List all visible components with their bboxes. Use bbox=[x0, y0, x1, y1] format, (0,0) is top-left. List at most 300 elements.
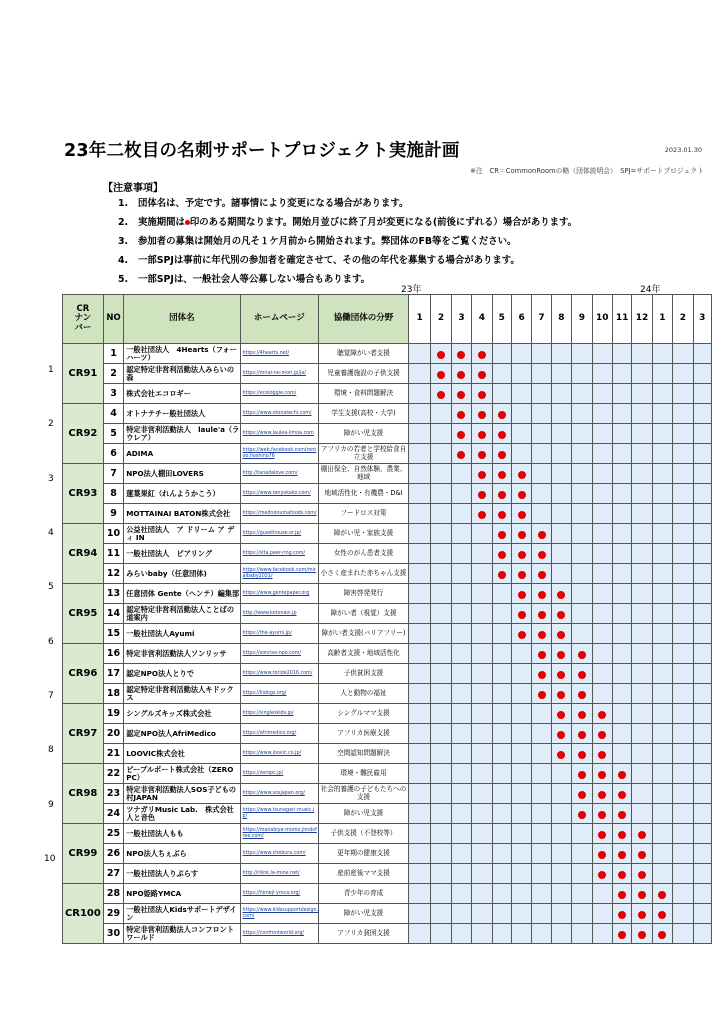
month-cell bbox=[492, 764, 511, 784]
schedule-dot-icon bbox=[498, 571, 506, 579]
month-cell bbox=[431, 544, 451, 564]
month-cell bbox=[451, 664, 471, 684]
org-name: 任意団体 Gente（ヘンテ）編集部 bbox=[124, 584, 240, 604]
homepage-link[interactable]: https://www.gentepaper.org bbox=[240, 584, 319, 604]
month-cell bbox=[592, 364, 612, 384]
month-cell bbox=[673, 804, 693, 824]
month-cell bbox=[673, 624, 693, 644]
org-name: ADIMA bbox=[124, 444, 240, 464]
group-index: 9 bbox=[48, 799, 54, 810]
homepage-link[interactable]: https://www.kidssupportdesign.com/ bbox=[240, 904, 319, 924]
month-cell bbox=[673, 464, 693, 484]
month-cell bbox=[472, 844, 492, 864]
month-cell bbox=[652, 784, 672, 804]
month-cell bbox=[693, 344, 711, 364]
schedule-dot-icon bbox=[518, 511, 526, 519]
month-cell bbox=[408, 764, 430, 784]
schedule-dot-icon bbox=[437, 371, 445, 379]
notice-heading: 【注意事項】 bbox=[103, 183, 163, 194]
header-month: 2 bbox=[673, 295, 693, 344]
homepage-link[interactable]: https://www.chebura.com/ bbox=[240, 844, 319, 864]
month-cell bbox=[632, 404, 652, 424]
month-cell bbox=[693, 384, 711, 404]
group-index: 8 bbox=[48, 745, 54, 756]
month-cell bbox=[572, 684, 592, 704]
org-name: 認定特定非営利活動法人みらいの森 bbox=[124, 364, 240, 384]
month-cell bbox=[572, 564, 592, 584]
org-name: NPO姫路YMCA bbox=[124, 884, 240, 904]
month-cell bbox=[673, 664, 693, 684]
month-cell bbox=[693, 884, 711, 904]
schedule-dot-icon bbox=[598, 711, 606, 719]
header-month: 9 bbox=[572, 295, 592, 344]
month-cell bbox=[511, 384, 531, 404]
month-cell bbox=[532, 884, 551, 904]
month-cell bbox=[451, 704, 471, 724]
org-name: 公益社団法人 ア ドリーム ア ディ IN bbox=[124, 524, 240, 544]
month-cell bbox=[408, 424, 430, 444]
month-cell bbox=[652, 584, 672, 604]
month-cell bbox=[592, 644, 612, 664]
month-cell bbox=[673, 764, 693, 784]
month-cell bbox=[652, 904, 672, 924]
month-cell bbox=[673, 604, 693, 624]
schedule-table bbox=[62, 294, 712, 944]
month-cell bbox=[632, 544, 652, 564]
month-cell bbox=[572, 624, 592, 644]
month-cell bbox=[652, 804, 672, 824]
row-number: 3 bbox=[103, 384, 123, 404]
table-row bbox=[63, 524, 712, 544]
month-cell bbox=[511, 804, 531, 824]
month-cell bbox=[592, 464, 612, 484]
month-cell bbox=[652, 624, 672, 644]
month-cell bbox=[431, 584, 451, 604]
month-cell bbox=[472, 464, 492, 484]
homepage-link[interactable]: https://4hearts.net/ bbox=[240, 344, 319, 364]
month-cell bbox=[693, 704, 711, 724]
row-number: 26 bbox=[103, 844, 123, 864]
row-number: 5 bbox=[103, 424, 123, 444]
month-cell bbox=[693, 424, 711, 444]
month-cell bbox=[451, 444, 471, 464]
org-name: 一般社団法人 4Hearts（フォーハーツ） bbox=[124, 344, 240, 364]
month-cell bbox=[511, 344, 531, 364]
schedule-dot-icon bbox=[638, 931, 646, 939]
month-cell bbox=[472, 384, 492, 404]
month-cell bbox=[472, 784, 492, 804]
schedule-dot-icon bbox=[538, 571, 546, 579]
month-cell bbox=[612, 544, 631, 564]
month-cell bbox=[408, 584, 430, 604]
table-row bbox=[63, 364, 712, 384]
header-homepage: ホームページ bbox=[240, 295, 319, 344]
table-row bbox=[63, 644, 712, 664]
month-cell bbox=[431, 344, 451, 364]
homepage-link[interactable]: https://manabiya-momo.jimdofree.com/ bbox=[240, 824, 319, 844]
schedule-dot-icon bbox=[658, 931, 666, 939]
month-cell bbox=[431, 784, 451, 804]
homepage-link[interactable]: https://www.toride2016.com/ bbox=[240, 664, 319, 684]
month-cell bbox=[511, 844, 531, 864]
month-cell bbox=[532, 344, 551, 364]
month-cell bbox=[532, 624, 551, 644]
row-number: 23 bbox=[103, 784, 123, 804]
org-name: NPO法人棚田LOVERS bbox=[124, 464, 240, 484]
header-field: 協働団体の分野 bbox=[319, 295, 409, 344]
schedule-dot-icon bbox=[578, 811, 586, 819]
field-cell: 空間認知問題解決 bbox=[319, 744, 409, 764]
schedule-dot-icon bbox=[618, 911, 626, 919]
month-cell bbox=[408, 664, 430, 684]
schedule-dot-icon bbox=[518, 551, 526, 559]
month-cell bbox=[632, 644, 652, 664]
month-cell bbox=[408, 644, 430, 664]
month-cell bbox=[511, 544, 531, 564]
month-cell bbox=[492, 564, 511, 584]
table-row bbox=[63, 744, 712, 764]
month-cell bbox=[492, 804, 511, 824]
schedule-dot-icon bbox=[498, 551, 506, 559]
month-cell bbox=[612, 344, 631, 364]
month-cell bbox=[532, 604, 551, 624]
row-number: 29 bbox=[103, 904, 123, 924]
month-cell bbox=[592, 864, 612, 884]
month-cell bbox=[693, 504, 711, 524]
month-cell bbox=[632, 364, 652, 384]
month-cell bbox=[652, 744, 672, 764]
month-cell bbox=[693, 824, 711, 844]
schedule-dot-icon bbox=[498, 411, 506, 419]
month-cell bbox=[572, 584, 592, 604]
org-name: 特定非営利活動法人コンフロントワールド bbox=[124, 924, 240, 944]
month-cell bbox=[572, 364, 592, 384]
month-cell bbox=[511, 464, 531, 484]
homepage-link[interactable]: https://sita.peer-ring.com/ bbox=[240, 544, 319, 564]
org-name: 特定非営利活動法人 laule'a（ラウレア） bbox=[124, 424, 240, 444]
month-cell bbox=[592, 704, 612, 724]
schedule-dot-icon bbox=[638, 871, 646, 879]
org-name: 株式会社エコロギー bbox=[124, 384, 240, 404]
schedule-dot-icon bbox=[557, 631, 565, 639]
table-row bbox=[63, 764, 712, 784]
month-cell bbox=[408, 824, 430, 844]
field-cell: 聴覚障がい者支援 bbox=[319, 344, 409, 364]
homepage-link[interactable]: https://himeji-ymca.org/ bbox=[240, 884, 319, 904]
month-cell bbox=[652, 824, 672, 844]
month-cell bbox=[673, 364, 693, 384]
homepage-link[interactable]: https://www.renyokako.com/ bbox=[240, 484, 319, 504]
month-cell bbox=[673, 744, 693, 764]
month-cell bbox=[592, 924, 612, 944]
month-cell bbox=[612, 904, 631, 924]
month-cell bbox=[693, 744, 711, 764]
row-number: 17 bbox=[103, 664, 123, 684]
row-number: 21 bbox=[103, 744, 123, 764]
homepage-link[interactable]: https://confrontworld.org/ bbox=[240, 924, 319, 944]
month-cell bbox=[551, 924, 571, 944]
group-index: 5 bbox=[48, 582, 54, 593]
month-cell bbox=[451, 364, 471, 384]
homepage-link[interactable]: https://mednonumafoods.com/ bbox=[240, 504, 319, 524]
month-cell bbox=[408, 404, 430, 424]
month-cell bbox=[612, 584, 631, 604]
field-cell: 環境・食料問題解決 bbox=[319, 384, 409, 404]
month-cell bbox=[652, 524, 672, 544]
month-cell bbox=[511, 564, 531, 584]
header-month: 10 bbox=[592, 295, 612, 344]
month-cell bbox=[592, 544, 612, 564]
month-cell bbox=[592, 444, 612, 464]
month-cell bbox=[572, 904, 592, 924]
schedule-dot-icon bbox=[578, 671, 586, 679]
month-cell bbox=[472, 644, 492, 664]
month-cell bbox=[572, 864, 592, 884]
field-cell: 小さく産まれた赤ちゃん支援 bbox=[319, 564, 409, 584]
org-name: ピープルポート株式会社（ZERO PC） bbox=[124, 764, 240, 784]
month-cell bbox=[472, 444, 492, 464]
month-cell bbox=[431, 764, 451, 784]
month-cell bbox=[693, 804, 711, 824]
table-row bbox=[63, 544, 712, 564]
month-cell bbox=[693, 724, 711, 744]
month-cell bbox=[451, 624, 471, 644]
month-cell bbox=[511, 684, 531, 704]
month-cell bbox=[693, 584, 711, 604]
month-cell bbox=[592, 784, 612, 804]
group-index: 1 bbox=[48, 365, 54, 376]
notice-number: 4. bbox=[118, 255, 129, 266]
month-cell bbox=[551, 424, 571, 444]
month-cell bbox=[451, 464, 471, 484]
month-cell bbox=[673, 924, 693, 944]
month-cell bbox=[451, 844, 471, 864]
month-cell bbox=[532, 744, 551, 764]
homepage-link[interactable]: https://www.facebook.com/miraibaby2021/ bbox=[240, 564, 319, 584]
month-cell bbox=[652, 504, 672, 524]
homepage-link[interactable]: https://www.sosjapan.org/ bbox=[240, 784, 319, 804]
schedule-dot-icon bbox=[478, 491, 486, 499]
schedule-dot-icon bbox=[498, 471, 506, 479]
month-cell bbox=[632, 844, 652, 864]
month-cell bbox=[551, 644, 571, 664]
month-cell bbox=[551, 564, 571, 584]
month-cell bbox=[532, 504, 551, 524]
table-row bbox=[63, 784, 712, 804]
month-cell bbox=[592, 424, 612, 444]
month-cell bbox=[511, 624, 531, 644]
month-cell bbox=[431, 704, 451, 724]
row-number: 2 bbox=[103, 364, 123, 384]
row-number: 13 bbox=[103, 584, 123, 604]
month-cell bbox=[451, 404, 471, 424]
month-cell bbox=[632, 624, 652, 644]
homepage-link[interactable]: http://rilink.la-mine.net/ bbox=[240, 864, 319, 884]
table-row bbox=[63, 824, 712, 844]
header-month: 7 bbox=[532, 295, 551, 344]
homepage-link[interactable]: https://kidogs.org/ bbox=[240, 684, 319, 704]
month-cell bbox=[451, 504, 471, 524]
org-name: 特定非営利活動法人SOS子どもの村JAPAN bbox=[124, 784, 240, 804]
month-cell bbox=[592, 804, 612, 824]
month-cell bbox=[632, 744, 652, 764]
month-cell bbox=[532, 724, 551, 744]
month-cell bbox=[431, 604, 451, 624]
month-cell bbox=[451, 424, 471, 444]
notice-number: 3. bbox=[118, 236, 129, 247]
schedule-dot-icon bbox=[598, 831, 606, 839]
month-cell bbox=[632, 824, 652, 844]
schedule-dot-icon bbox=[618, 791, 626, 799]
month-cell bbox=[632, 344, 652, 364]
org-name: みらいbaby（任意団体) bbox=[124, 564, 240, 584]
month-cell bbox=[673, 524, 693, 544]
homepage-link[interactable]: https://singleskids.jp/ bbox=[240, 704, 319, 724]
month-cell bbox=[511, 644, 531, 664]
month-cell bbox=[551, 764, 571, 784]
field-cell: 障がい児・家族支援 bbox=[319, 524, 409, 544]
schedule-dot-icon bbox=[518, 631, 526, 639]
month-cell bbox=[612, 784, 631, 804]
field-cell: 障がい者（視覚）支援 bbox=[319, 604, 409, 624]
month-cell bbox=[451, 684, 471, 704]
row-number: 11 bbox=[103, 544, 123, 564]
month-cell bbox=[472, 504, 492, 524]
org-name: 一般社団法人りぷらす bbox=[124, 864, 240, 884]
schedule-dot-icon bbox=[638, 891, 646, 899]
field-cell: 産前産後ママ支援 bbox=[319, 864, 409, 884]
month-cell bbox=[592, 584, 612, 604]
month-cell bbox=[551, 444, 571, 464]
month-cell bbox=[551, 364, 571, 384]
month-cell bbox=[431, 804, 451, 824]
homepage-link[interactable]: https://the-ayumi.jp/ bbox=[240, 624, 319, 644]
schedule-dot-icon bbox=[478, 391, 486, 399]
homepage-link[interactable]: https://mirai-no-mori.jp/ja/ bbox=[240, 364, 319, 384]
header-month: 5 bbox=[492, 295, 511, 344]
month-cell bbox=[693, 784, 711, 804]
month-cell bbox=[431, 844, 451, 864]
month-cell bbox=[451, 564, 471, 584]
month-cell bbox=[693, 444, 711, 464]
month-cell bbox=[693, 904, 711, 924]
month-cell bbox=[431, 664, 451, 684]
month-cell bbox=[673, 424, 693, 444]
field-cell: 環境・難民雇用 bbox=[319, 764, 409, 784]
homepage-link[interactable]: https://www.laulea-ilmoa.com bbox=[240, 424, 319, 444]
schedule-dot-icon bbox=[538, 551, 546, 559]
month-cell bbox=[572, 524, 592, 544]
field-cell: アフリカの若者と学校給食自立支援 bbox=[319, 444, 409, 464]
month-cell bbox=[652, 544, 672, 564]
homepage-link[interactable]: https://www.loovic.co.jp/ bbox=[240, 744, 319, 764]
month-cell bbox=[551, 484, 571, 504]
month-cell bbox=[673, 784, 693, 804]
month-cell bbox=[451, 584, 471, 604]
month-cell bbox=[511, 704, 531, 724]
homepage-link[interactable]: https://zeropc.jp/ bbox=[240, 764, 319, 784]
month-cell bbox=[592, 904, 612, 924]
schedule-dot-icon bbox=[518, 531, 526, 539]
month-cell bbox=[572, 884, 592, 904]
row-number: 7 bbox=[103, 464, 123, 484]
homepage-link[interactable]: https://ecologgie.com/ bbox=[240, 384, 319, 404]
month-cell bbox=[693, 484, 711, 504]
homepage-link[interactable]: https://web.facebook.com/rontoo.hoshino76 bbox=[240, 444, 319, 464]
month-cell bbox=[632, 864, 652, 884]
month-cell bbox=[492, 684, 511, 704]
homepage-link[interactable]: https://sonrisa-npo.com/ bbox=[240, 644, 319, 664]
homepage-link[interactable]: https://afrimedico.org/ bbox=[240, 724, 319, 744]
month-cell bbox=[551, 624, 571, 644]
month-cell bbox=[431, 924, 451, 944]
month-cell bbox=[673, 904, 693, 924]
month-cell bbox=[532, 364, 551, 384]
month-cell bbox=[431, 524, 451, 544]
month-cell bbox=[492, 824, 511, 844]
homepage-link[interactable]: https://www.tsunagari-music.jp/ bbox=[240, 804, 319, 824]
month-cell bbox=[408, 804, 430, 824]
homepage-link[interactable]: https://guesthouse.or.jp/ bbox=[240, 524, 319, 544]
table-row bbox=[63, 344, 712, 364]
homepage-link[interactable]: http://tanadalove.com/ bbox=[240, 464, 319, 484]
schedule-dot-icon bbox=[457, 351, 465, 359]
schedule-dot-icon bbox=[518, 471, 526, 479]
month-cell bbox=[551, 664, 571, 684]
month-cell bbox=[408, 684, 430, 704]
month-cell bbox=[511, 744, 531, 764]
month-cell bbox=[572, 484, 592, 504]
month-cell bbox=[693, 404, 711, 424]
month-cell bbox=[492, 704, 511, 724]
month-cell bbox=[632, 684, 652, 704]
cr-number-cell: CR93 bbox=[63, 464, 104, 524]
row-number: 10 bbox=[103, 524, 123, 544]
month-cell bbox=[572, 464, 592, 484]
month-cell bbox=[693, 644, 711, 664]
notice-text: 一部SPJは、一般社会人等公募しない場合もあります。 bbox=[138, 274, 370, 285]
schedule-dot-icon bbox=[557, 691, 565, 699]
month-cell bbox=[431, 864, 451, 884]
month-cell bbox=[532, 484, 551, 504]
month-cell bbox=[612, 864, 631, 884]
schedule-dot-icon bbox=[518, 491, 526, 499]
table-row bbox=[63, 664, 712, 684]
homepage-link[interactable]: https://www.otonatechi.com/ bbox=[240, 404, 319, 424]
month-cell bbox=[472, 344, 492, 364]
month-cell bbox=[652, 564, 672, 584]
homepage-link[interactable]: http://www.kotonavi.jp bbox=[240, 604, 319, 624]
field-cell: 社会的養護の子どもたちへの支援 bbox=[319, 784, 409, 804]
month-cell bbox=[431, 444, 451, 464]
month-cell bbox=[451, 724, 471, 744]
month-cell bbox=[632, 524, 652, 544]
table-row bbox=[63, 424, 712, 444]
group-index: 7 bbox=[48, 690, 54, 701]
row-number: 16 bbox=[103, 644, 123, 664]
month-cell bbox=[673, 544, 693, 564]
month-cell bbox=[652, 644, 672, 664]
notice-text: 印のある期間なります。開始月並びに終了月が変更になる(前後にずれる）場合があります。 bbox=[189, 217, 578, 228]
schedule-dot-icon bbox=[618, 851, 626, 859]
month-cell bbox=[551, 804, 571, 824]
year-label-2024: 24年 bbox=[640, 285, 661, 295]
month-cell bbox=[511, 864, 531, 884]
month-cell bbox=[693, 364, 711, 384]
month-cell bbox=[532, 544, 551, 564]
row-number: 19 bbox=[103, 704, 123, 724]
month-cell bbox=[492, 444, 511, 464]
